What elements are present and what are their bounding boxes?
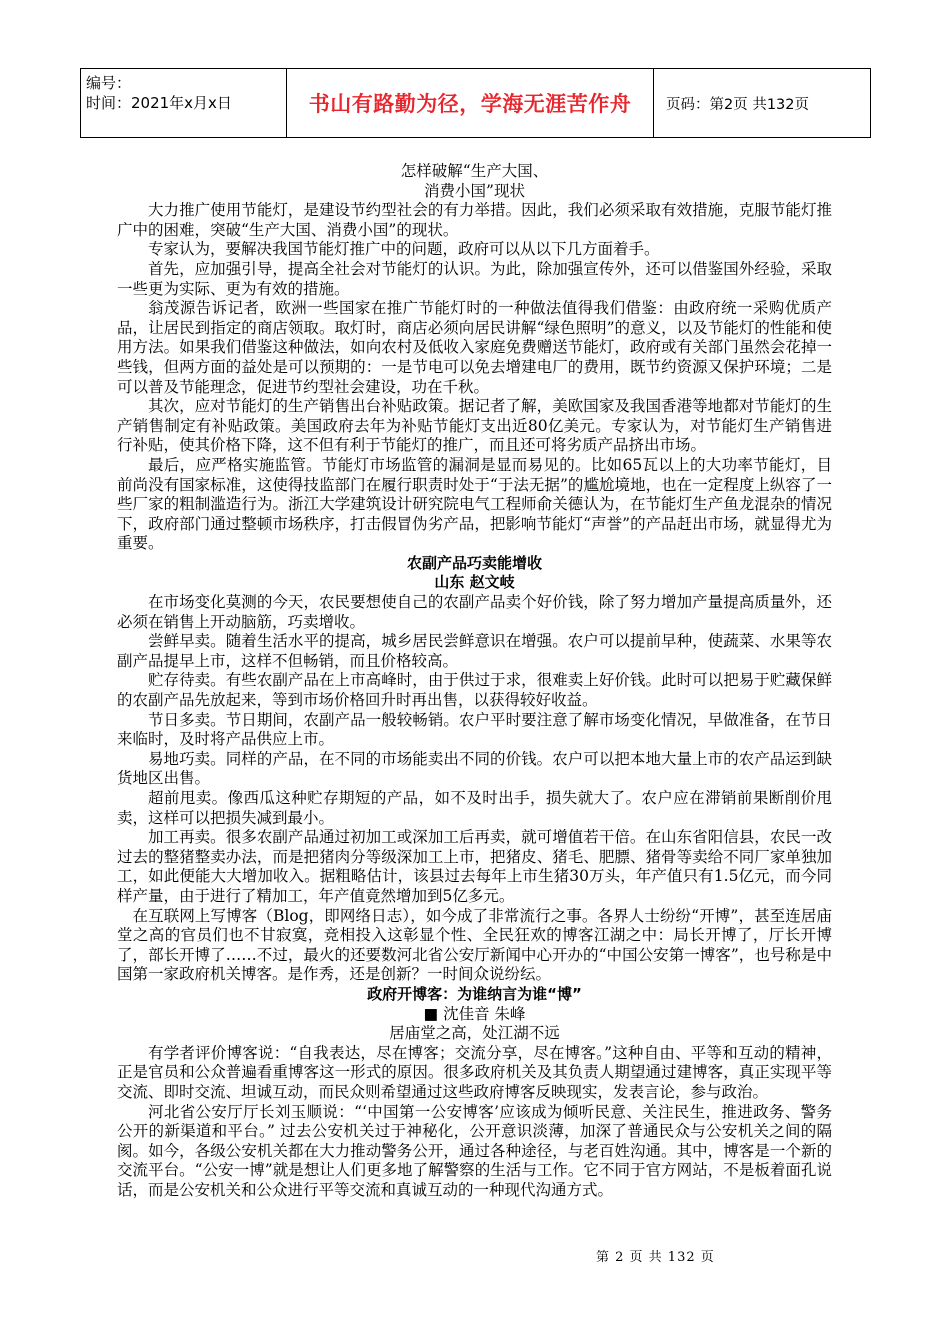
article3-title: 政府开博客：为谁纳言为谁“博” [367, 984, 582, 1003]
header-page-cell [654, 69, 871, 138]
article2-paragraph: 尝鲜早卖。随着生活水平的提高，城乡居民尝鲜意识在增强。农户可以提前早种，使蔬菜、水果等农副产品提早上市，这样不但畅销，而且价格较高。 [117, 632, 832, 670]
article2-title: 农副产品巧卖能增收 [406, 553, 542, 572]
article3-paragraph: 有学者评价博客说：“自我表达，尽在博客；交流分享，尽在博客。”这种自由、平等和互动的精神，正是官员和公众普遍看重博客这一形式的原因。很多政府机关及其负责人期望通过建博客，真正实现平等交流、即时交流、坦诚互动，而民众则希望通过这些政府博客反映现实，发表言论，参与政治。 [117, 1043, 832, 1101]
document-body [117, 162, 832, 1200]
article1-title-line1: 怎样破解“生产大国、 [400, 162, 549, 180]
article1-paragraph: 翁茂源告诉记者，欧洲一些国家在推广节能灯时的一种做法值得我们借鉴：由政府统一采购优质产品，让居民到指定的商店领取。取灯时，商店必须向居民讲解“绿色照明”的意义，以及节能灯的性能和使用方法。如果我们借鉴这种做法，如向农村及低收入家庭免费赠送节能灯，政府或有关部门虽然会花掉一些钱，但两方面的益处是可以预期的：一是节电可以免去增建电厂的费用，既节约资源又保护环境；二是可以普及节能理念，促进节约型社会建设，功在千秋。 [117, 299, 832, 396]
page-footer: 第 2 页 共 132 页 [596, 1250, 715, 1265]
article1-paragraph: 专家认为，要解决我国节能灯推广中的问题，政府可以从以下几方面着手。 [148, 240, 660, 259]
article2-paragraph: 节日多卖。节日期间，农副产品一般较畅销。农户平时要注意了解市场变化情况，早做准备，在节日来临时，及时将产品供应上市。 [117, 710, 832, 749]
article2-author: 山东 赵文岐 [434, 573, 515, 592]
article1-paragraph: 大力推广使用节能灯，是建设节约型社会的有力举措。因此，我们必须采取有效措施，克服节能灯推广中的困难，突破“生产大国、消费小国”的现状。 [117, 201, 832, 239]
article2-paragraph: 在市场变化莫测的今天，农民要想使自己的农副产品卖个好价钱，除了努力增加产量提高质量外，还必须在销售上开动脑筋，巧卖增收。 [117, 593, 832, 631]
article2-paragraph: 超前甩卖。像西瓜这种贮存期短的产品，如不及时出手，损失就大了。农户应在滞销前果断削价甩卖，这样可以把损失减到最小。 [117, 789, 832, 827]
article2-paragraph: 贮存待卖。有些农副产品在上市高峰时，由于供过于求，很难卖上好价钱。此时可以把易于贮藏保鲜的农副产品先放起来，等到市场价格回升时再出售，以获得较好收益。 [117, 671, 832, 710]
article3-subtitle: 居庙堂之高，处江湖不远 [389, 1024, 560, 1043]
article2-paragraph: 易地巧卖。同样的产品，在不同的市场能卖出不同的价钱。农户可以把本地大量上市的农产品运到缺货地区出售。 [117, 749, 832, 788]
number-label: 编号： [86, 74, 132, 92]
article1-paragraph: 首先，应加强引导，提高全社会对节能灯的认识。为此，除加强宣传外，还可以借鉴国外经验，采取一些更为实际、更为有效的措施。 [117, 259, 832, 298]
article1-title-line2: 消费小国”现状 [424, 181, 525, 200]
header-motto-cell [287, 69, 654, 138]
article2-paragraph: 加工再卖。很多农副产品通过初加工或深加工后再卖，就可增值若干倍。在山东省阳信县，农民一改过去的整猪整卖办法，而是把猪肉分等级深加工上市，把猪皮、猪毛、肥膘、猪骨等卖给不同厂家单独加工，如此便能大大增加收入。据粗略估计，该县过去每年上市生猪30万头，年产值只有1.5亿元，而今同样产量，由于进行了精加工，年产值竟然增加到5亿多元。 [117, 828, 832, 905]
article1-paragraph: 其次，应对节能灯的生产销售出台补贴政策。据记者了解，美欧国家及我国香港等地都对节能灯的生产销售制定有补贴政策。美国政府去年为补贴节能灯支出近80亿美元。专家认为，对节能灯生产销售进行补贴，使其价格下降，这不但有利于节能灯的推广，而且还可将劣质产品挤出市场。 [117, 397, 832, 455]
page-info: 页码：第2页 共132页 [666, 96, 810, 113]
article1-paragraph: 最后，应严格实施监管。节能灯市场监管的漏洞是显而易见的。比如65瓦以上的大功率节能灯，目前尚没有国家标准，这使得技监部门在履行职责时处于“于法无据”的尴尬境地，也在一定程度上纵容了一些厂家的粗制滥造行为。浙江大学建筑设计研究院电气工程师俞关德认为，在节能灯生产鱼龙混杂的情况下，政府部门通过整顿市场秩序，打击假冒伪劣产品，把影响节能灯“声誉”的产品赶出市场，就显得尤为重要。 [117, 455, 832, 553]
time-label: 时间：2021年x月x日 [86, 94, 232, 112]
article3-intro: 在互联网上写博客（Blog，即网络日志），如今成了非常流行之事。各界人士纷纷“开博”，甚至连居庙堂之高的官员们也不甘寂寞，竞相投入这彰显个性、全民狂欢的博客江湖之中：局长开博了，厅长开博了，部长开博了……不过，最火的还要数河北省公安厅新闻中心开办的“中国公安第一博客”，也号称是中国第一家政府机关博客。是作秀，还是创新？一时间众说纷纭。 [117, 906, 832, 984]
article3-author: ■ 沈佳音 朱峰 [423, 1004, 526, 1023]
article3-paragraph: 河北省公安厅厅长刘玉顺说：“‘中国第一公安博客’应该成为倾听民意、关注民生，推进政务、警务公开的新渠道和平台。” 过去公安机关过于神秘化，公开意识淡薄，加深了普通民众与公安机关之间的隔阂。如今，各级公安机关都在大力推动警务公开，通过各种途径，与老百姓沟通。其中，博客是一个新的交流平台。“公安一博”就是想让人们更多地了解警察的生活与工作。它不同于官方网站，不是板着面孔说话，而是公安机关和公众进行平等交流和真诚互动的一种现代沟通方式。 [117, 1102, 832, 1199]
motto-text: 书山有路勤为径，学海无涯苦作舟 [308, 92, 632, 116]
header-table [80, 68, 871, 138]
header-meta-cell [81, 69, 287, 138]
